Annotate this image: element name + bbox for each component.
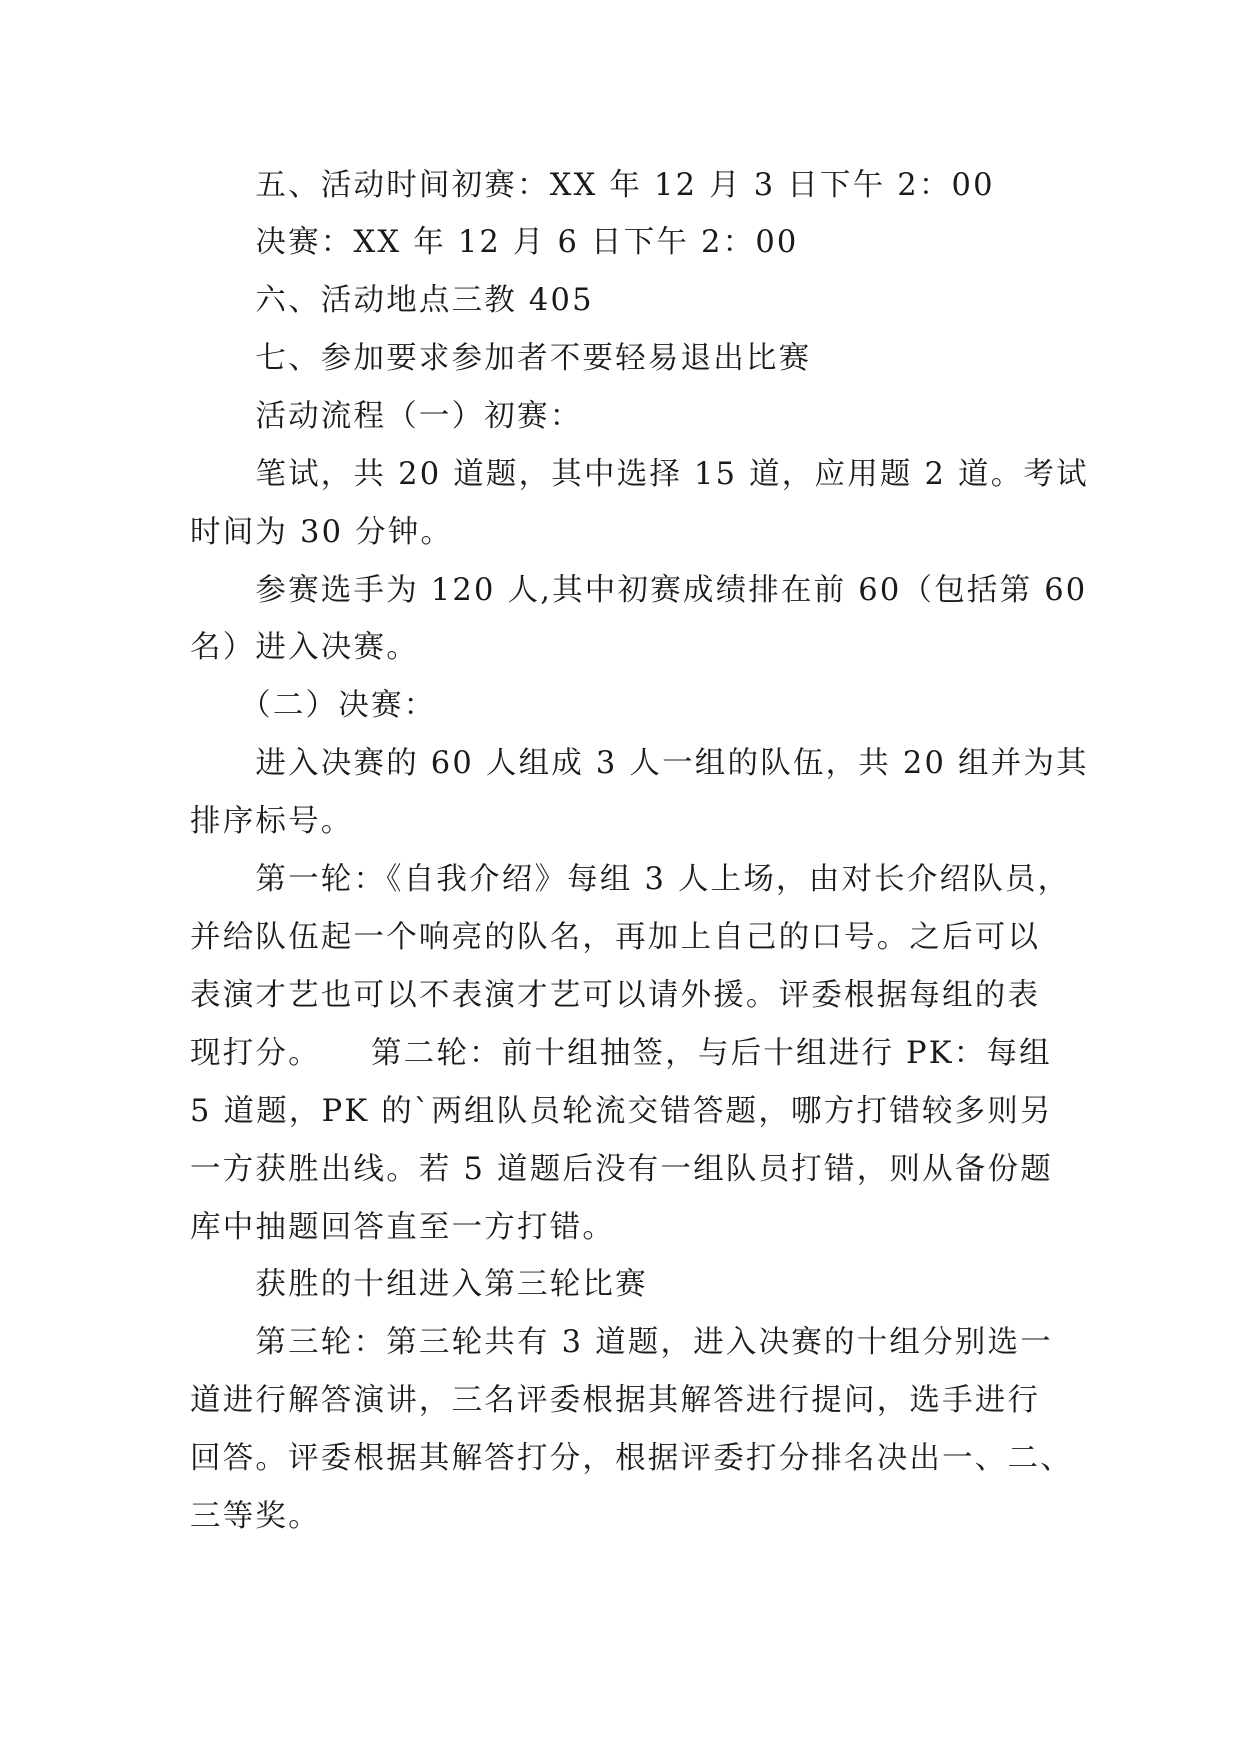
- text-line: 库中抽题回答直至一方打错。: [190, 1210, 616, 1245]
- text-line: 现打分。 第二轮：前十组抽签，与后十组进行 PK：每组: [190, 1036, 1052, 1071]
- text-line: 笔试，共 20 道题，其中选择 15 道，应用题 2 道。考试: [190, 457, 1089, 492]
- text-line: （二）决赛：: [190, 688, 437, 723]
- text-line: 并给队伍起一个响亮的队名，再加上自己的口号。之后可以: [190, 920, 1041, 955]
- text-line: 表演才艺也可以不表演才艺可以请外援。评委根据每组的表: [190, 978, 1041, 1013]
- text-line: 排序标号。: [190, 804, 354, 839]
- text-line: 三等奖。: [190, 1499, 321, 1534]
- text-line: 第三轮：第三轮共有 3 道题，进入决赛的十组分别选一: [190, 1325, 1053, 1360]
- text-line: 一方获胜出线。若 5 道题后没有一组队员打错，则从备份题: [190, 1152, 1053, 1187]
- text-line: 5 道题，PK 的`两组队员轮流交错答题，哪方打错较多则另: [190, 1094, 1053, 1129]
- text-line: 进入决赛的 60 人组成 3 人一组的队伍，共 20 组并为其: [190, 746, 1089, 781]
- text-line: 道进行解答演讲，三名评委根据其解答进行提问，选手进行: [190, 1383, 1041, 1418]
- text-line: 时间为 30 分钟。: [190, 515, 454, 550]
- text-line: 决赛：XX 年 12 月 6 日下午 2：00: [190, 225, 799, 260]
- text-line: 回答。评委根据其解答打分，根据评委打分排名决出一、二、: [190, 1441, 1073, 1476]
- text-line: 名）进入决赛。: [190, 630, 419, 665]
- text-line: 七、参加要求参加者不要轻易退出比赛: [190, 341, 812, 376]
- text-line: 六、活动地点三教 405: [190, 283, 594, 318]
- text-line: 获胜的十组进入第三轮比赛: [190, 1267, 648, 1302]
- text-line: 五、活动时间初赛：XX 年 12 月 3 日下午 2：00: [190, 168, 995, 203]
- text-line: 第一轮：《自我介绍》每组 3 人上场，由对长介绍队员，: [190, 862, 1071, 897]
- text-line: 活动流程（一）初赛：: [190, 399, 583, 434]
- text-line: 参赛选手为 120 人,其中初赛成绩排在前 60（包括第 60: [190, 573, 1088, 608]
